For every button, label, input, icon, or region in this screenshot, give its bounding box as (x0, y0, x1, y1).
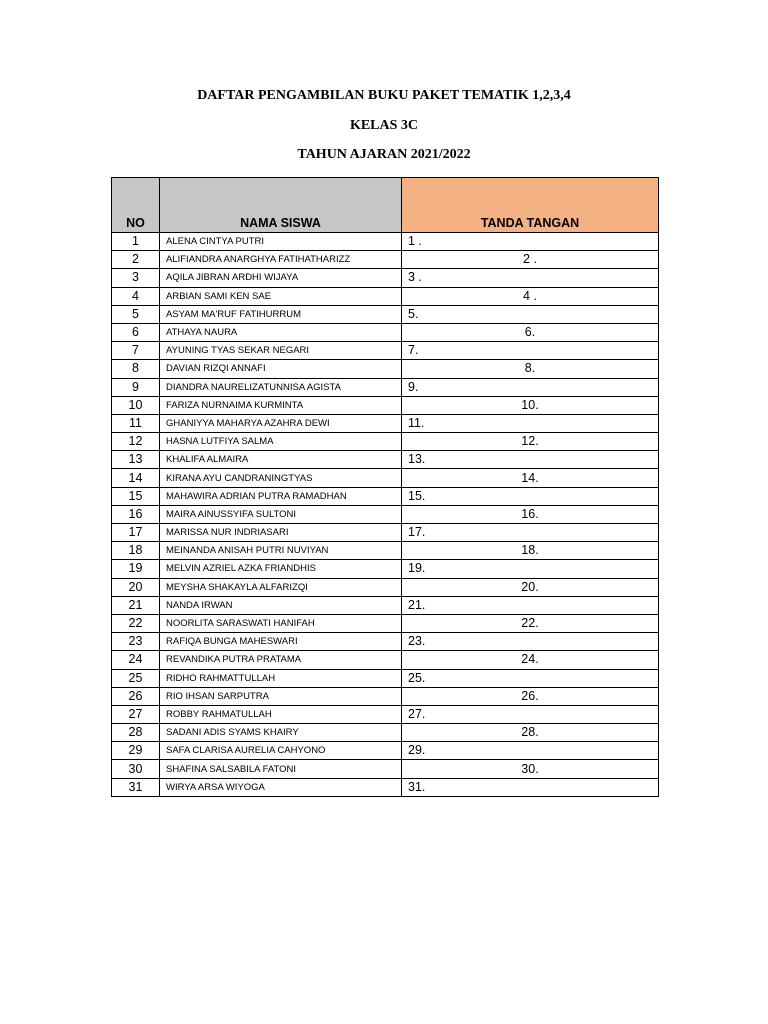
row-number: 19 (112, 560, 160, 578)
student-name: MEYSHA SHAKAYLA ALFARIZQI (160, 578, 402, 596)
table-row (112, 614, 659, 632)
signature-cell: 19. (402, 560, 659, 578)
column-header-no: NO (112, 178, 160, 233)
row-number: 9 (112, 378, 160, 396)
table-row (112, 487, 659, 505)
table-row (112, 742, 659, 760)
signature-cell: 2 . (402, 251, 659, 269)
row-number: 28 (112, 724, 160, 742)
student-name: WIRYA ARSA WIYOGA (160, 778, 402, 796)
row-number: 31 (112, 778, 160, 796)
student-name: ALENA CINTYA PUTRI (160, 233, 402, 251)
row-number: 18 (112, 542, 160, 560)
signature-cell: 29. (402, 742, 659, 760)
student-name: MEINANDA ANISAH PUTRI NUVIYAN (160, 542, 402, 560)
student-signature-table (111, 177, 659, 797)
table-row (112, 378, 659, 396)
signature-cell: 25. (402, 669, 659, 687)
signature-cell: 10. (402, 396, 659, 414)
signature-cell: 23. (402, 633, 659, 651)
row-number: 5 (112, 305, 160, 323)
signature-cell: 7. (402, 342, 659, 360)
student-name: MELVIN AZRIEL AZKA FRIANDHIS (160, 560, 402, 578)
row-number: 12 (112, 433, 160, 451)
row-number: 6 (112, 323, 160, 341)
signature-cell: 4 . (402, 287, 659, 305)
row-number: 10 (112, 396, 160, 414)
table-row (112, 524, 659, 542)
signature-cell: 18. (402, 542, 659, 560)
document-title: DAFTAR PENGAMBILAN BUKU PAKET TEMATIK 1,2,3,4 (197, 88, 571, 103)
signature-cell: 14. (402, 469, 659, 487)
row-number: 7 (112, 342, 160, 360)
signature-cell: 5. (402, 305, 659, 323)
school-year-label: TAHUN AJARAN 2021/2022 (297, 147, 471, 162)
student-name: ALIFIANDRA ANARGHYA FATIHATHARIZZ (160, 251, 402, 269)
student-name: MAIRA AINUSSYIFA SULTONI (160, 505, 402, 523)
table-row (112, 251, 659, 269)
table-row (112, 633, 659, 651)
table-row (112, 287, 659, 305)
student-name: NOORLITA SARASWATI HANIFAH (160, 614, 402, 632)
row-number: 30 (112, 760, 160, 778)
row-number: 3 (112, 269, 160, 287)
table-header-row (112, 178, 659, 233)
student-name: ARBIAN SAMI KEN SAE (160, 287, 402, 305)
signature-cell: 11. (402, 414, 659, 432)
column-header-name: NAMA SISWA (160, 178, 402, 233)
signature-cell: 16. (402, 505, 659, 523)
row-number: 16 (112, 505, 160, 523)
row-number: 17 (112, 524, 160, 542)
row-number: 26 (112, 687, 160, 705)
row-number: 13 (112, 451, 160, 469)
row-number: 23 (112, 633, 160, 651)
row-number: 22 (112, 614, 160, 632)
student-name: MAHAWIRA ADRIAN PUTRA RAMADHAN (160, 487, 402, 505)
row-number: 1 (112, 233, 160, 251)
table-row (112, 469, 659, 487)
signature-cell: 22. (402, 614, 659, 632)
student-name: SAFA CLARISA AURELIA CAHYONO (160, 742, 402, 760)
signature-cell: 26. (402, 687, 659, 705)
signature-cell: 27. (402, 705, 659, 723)
student-name: HASNA LUTFIYA SALMA (160, 433, 402, 451)
signature-cell: 9. (402, 378, 659, 396)
student-name: RIDHO RAHMATTULLAH (160, 669, 402, 687)
student-name: GHANIYYA MAHARYA AZAHRA DEWI (160, 414, 402, 432)
table-row (112, 342, 659, 360)
table-row (112, 433, 659, 451)
class-label: KELAS 3C (349, 118, 419, 133)
student-name: KHALIFA ALMAIRA (160, 451, 402, 469)
table-row (112, 669, 659, 687)
row-number: 27 (112, 705, 160, 723)
signature-cell: 13. (402, 451, 659, 469)
table-row (112, 396, 659, 414)
row-number: 4 (112, 287, 160, 305)
student-name: DAVIAN RIZQI ANNAFI (160, 360, 402, 378)
student-name: REVANDIKA PUTRA PRATAMA (160, 651, 402, 669)
table-row (112, 414, 659, 432)
signature-cell: 21. (402, 596, 659, 614)
student-name: KIRANA AYU CANDRANINGTYAS (160, 469, 402, 487)
signature-cell: 3 . (402, 269, 659, 287)
signature-cell: 28. (402, 724, 659, 742)
student-name: SHAFINA SALSABILA FATONI (160, 760, 402, 778)
table-row (112, 323, 659, 341)
signature-cell: 24. (402, 651, 659, 669)
student-name: SADANI ADIS SYAMS KHAIRY (160, 724, 402, 742)
student-name: ASYAM MA'RUF FATIHURRUM (160, 305, 402, 323)
row-number: 24 (112, 651, 160, 669)
table-row (112, 724, 659, 742)
row-number: 8 (112, 360, 160, 378)
table-row (112, 233, 659, 251)
column-header-signature: TANDA TANGAN (402, 178, 659, 233)
table-row (112, 760, 659, 778)
table-row (112, 542, 659, 560)
signature-cell: 12. (402, 433, 659, 451)
row-number: 21 (112, 596, 160, 614)
student-name: ATHAYA NAURA (160, 323, 402, 341)
table-row (112, 305, 659, 323)
table-row (112, 687, 659, 705)
student-name: MARISSA NUR INDRIASARI (160, 524, 402, 542)
signature-cell: 8. (402, 360, 659, 378)
student-name: NANDA IRWAN (160, 596, 402, 614)
student-name: FARIZA NURNAIMA KURMINTA (160, 396, 402, 414)
row-number: 25 (112, 669, 160, 687)
table-row (112, 560, 659, 578)
table-row (112, 596, 659, 614)
signature-cell: 6. (402, 323, 659, 341)
table-row (112, 705, 659, 723)
student-name: RAFIQA BUNGA MAHESWARI (160, 633, 402, 651)
row-number: 15 (112, 487, 160, 505)
table-row (112, 269, 659, 287)
student-name: AYUNING TYAS SEKAR NEGARI (160, 342, 402, 360)
signature-cell: 1 . (402, 233, 659, 251)
table-row (112, 505, 659, 523)
student-name: ROBBY RAHMATULLAH (160, 705, 402, 723)
student-name: DIANDRA NAURELIZATUNNISA AGISTA (160, 378, 402, 396)
table-row (112, 651, 659, 669)
table-row (112, 578, 659, 596)
signature-cell: 20. (402, 578, 659, 596)
signature-cell: 15. (402, 487, 659, 505)
student-name: RIO IHSAN SARPUTRA (160, 687, 402, 705)
row-number: 11 (112, 414, 160, 432)
signature-cell: 31. (402, 778, 659, 796)
table-row (112, 451, 659, 469)
table-row (112, 360, 659, 378)
table-row (112, 778, 659, 796)
row-number: 20 (112, 578, 160, 596)
row-number: 14 (112, 469, 160, 487)
row-number: 29 (112, 742, 160, 760)
signature-cell: 17. (402, 524, 659, 542)
student-name: AQILA JIBRAN ARDHI WIJAYA (160, 269, 402, 287)
row-number: 2 (112, 251, 160, 269)
signature-cell: 30. (402, 760, 659, 778)
